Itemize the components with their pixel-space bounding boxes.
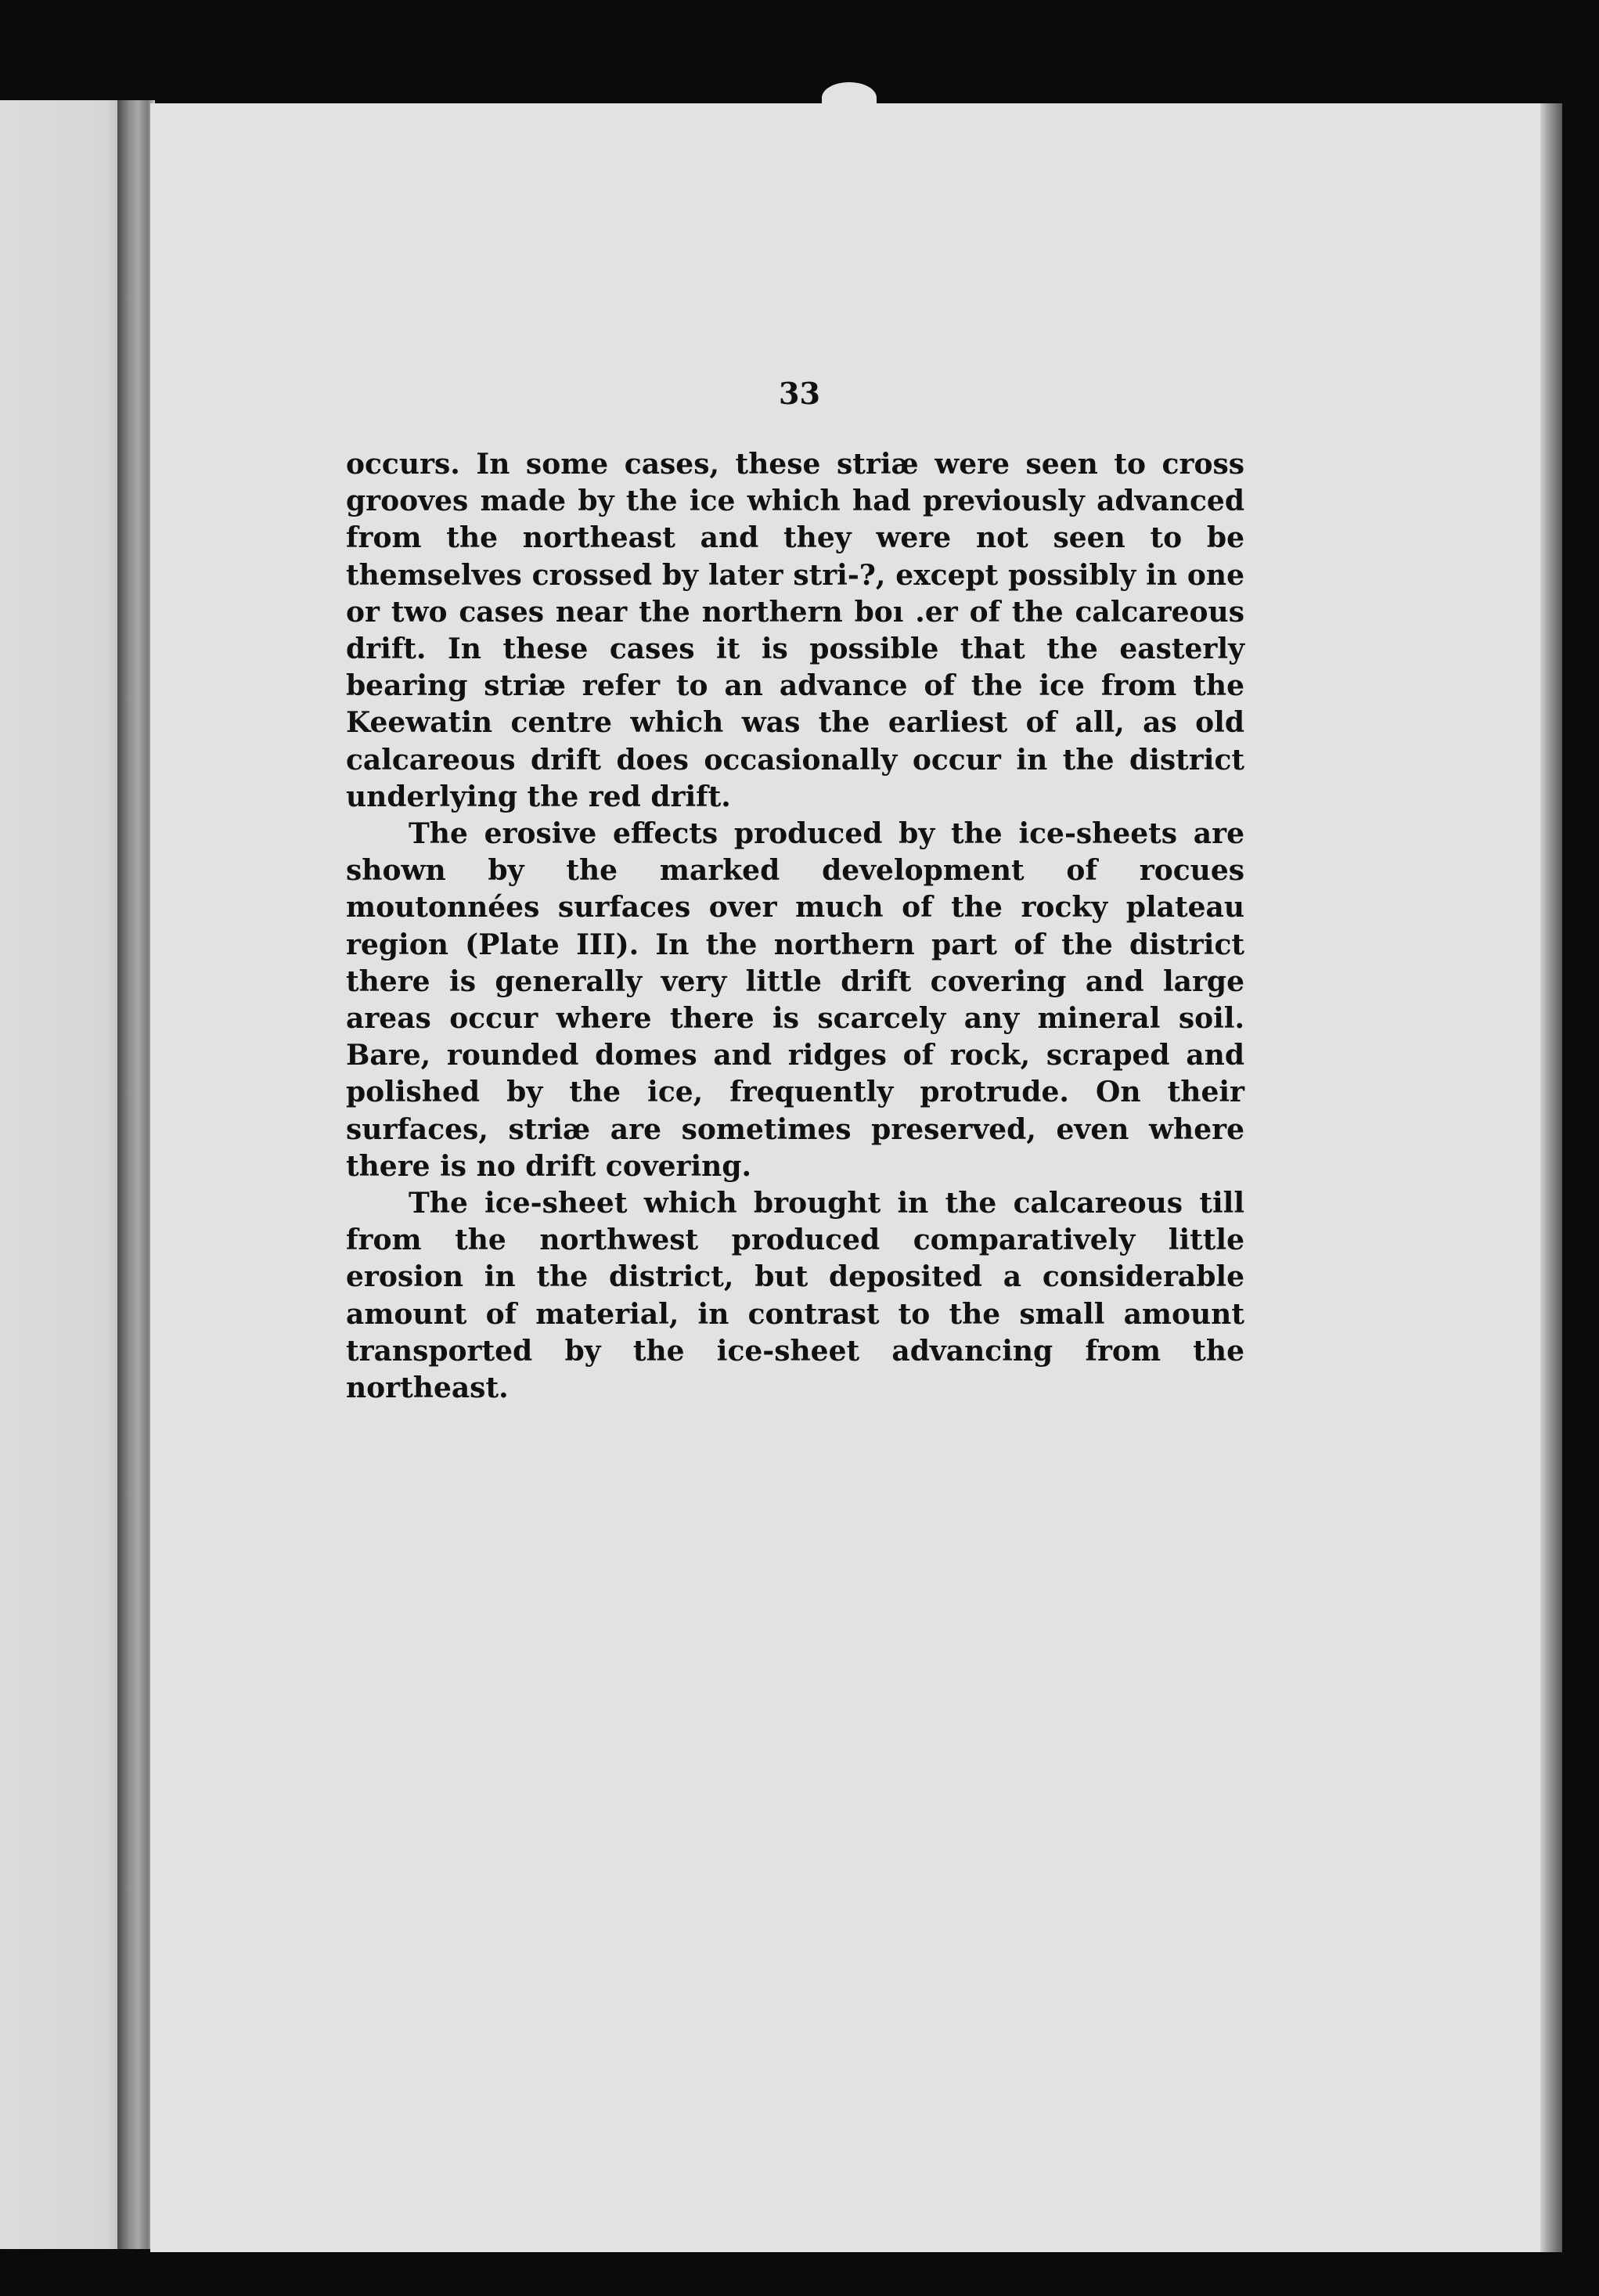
page-tear — [822, 82, 877, 114]
previous-page-edge — [0, 100, 133, 2249]
paragraph: The ice-sheet which brought in the calcareous till from the northwest produced comparatively little erosion in the district, but deposited a considerable amount of material, in contrast to the small amount transported by the ice-sheet advancing from the northeast. — [346, 1187, 1244, 1405]
book-spine — [117, 100, 155, 2249]
paragraph: occurs. In some cases, these striæ were seen to cross grooves made by the ice which had previously advanced from the northeast and they were not seen to be themselves crossed by later stri-?, except possibly in one or two cases near the northern boı .er of the calcareous drift. In these cases it is possible that the easterly bearing striæ refer to an advance of the ice from the Keewatin centre which was the earliest of all, as old calcareous drift does occasionally occur in the district underlying the red drift. — [346, 448, 1244, 813]
paragraph: The erosive effects produced by the ice-sheets are shown by the marked development of rocues moutonnées surfaces over much of the rocky plateau region (Plate III). In the northern part of the district there is generally very little drift covering and large areas occur where there is scarcely any mineral soil. Bare, rounded domes and ridges of rock, scraped and polished by the ice, frequently protrude. On their surfaces, striæ are sometimes preserved, even where there is no drift covering. — [346, 817, 1244, 1183]
body-text — [346, 446, 1244, 1407]
page-right-edge — [1540, 103, 1562, 2252]
page-number: 33 — [779, 376, 820, 411]
